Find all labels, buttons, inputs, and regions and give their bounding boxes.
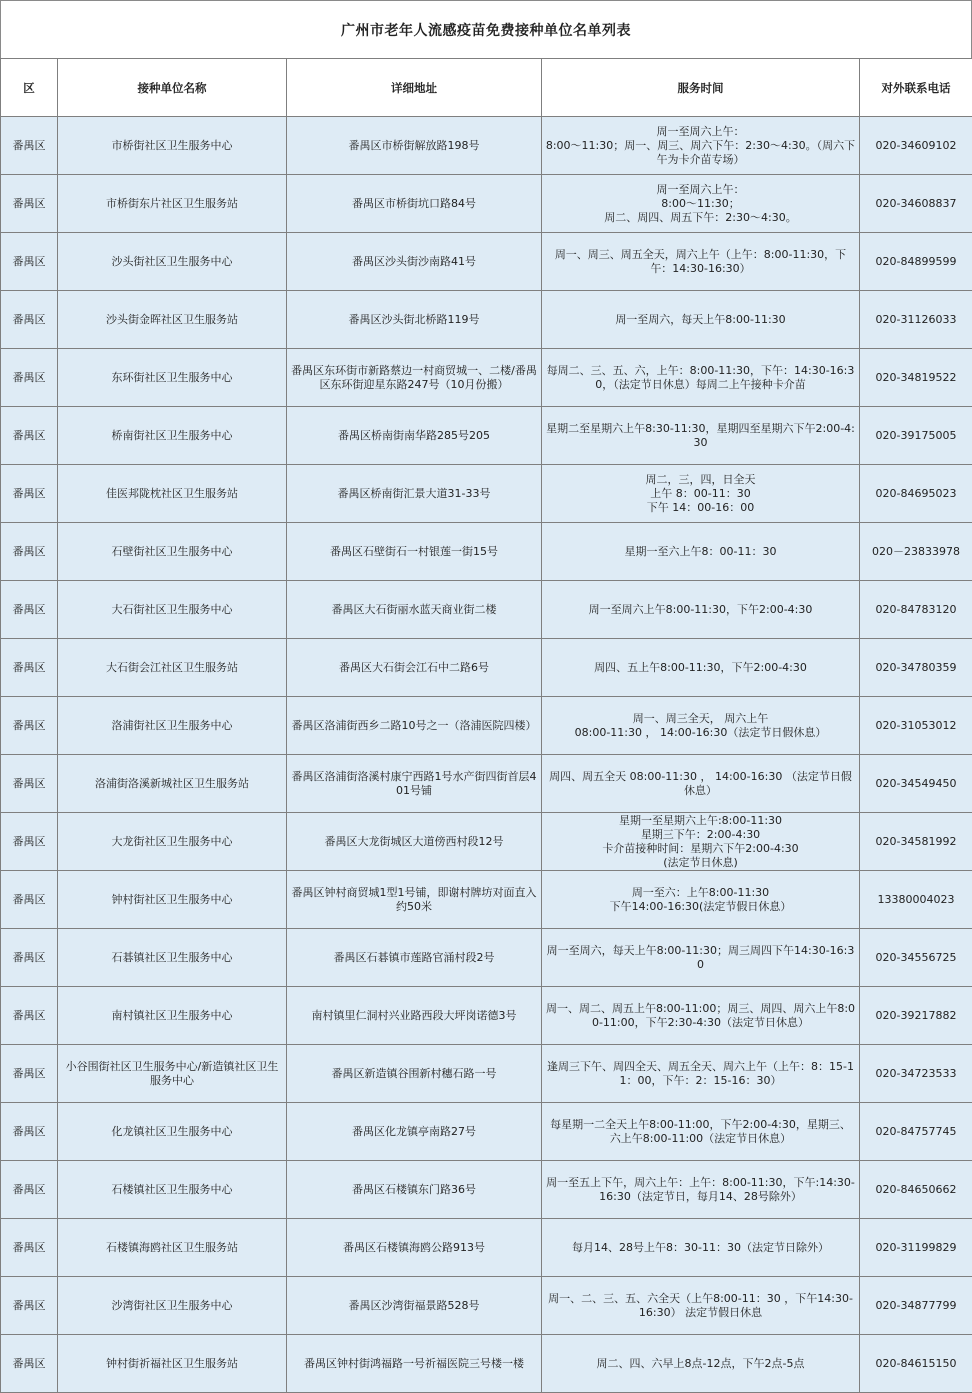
cell-service-hours: 周一、周三全天， 周六上午 08:00-11:30 ， 14:00-16:30（法定节日假休息） xyxy=(542,697,860,755)
cell-unit-name: 大石街会江社区卫生服务站 xyxy=(58,639,287,697)
cell-phone: 020-84615150 xyxy=(860,1335,972,1393)
cell-address: 番禺区新造镇谷围新村穗石路一号 xyxy=(287,1045,542,1103)
cell-service-hours: 周一、周二、周五上午8:00-11:00；周三、周四、周六上午8:00-11:00，下午2:30-4:30（法定节日休息） xyxy=(542,987,860,1045)
cell-service-hours: 每周二、三、五、六，上午：8:00-11:30，下午：14:30-16:30，（法定节日休息）每周二上午接种卡介苗 xyxy=(542,349,860,407)
table-row xyxy=(1,465,972,523)
cell-service-hours: 逢周三下午、周四全天、周五全天、周六上午（上午：8：15-11：00，下午：2：15-16：30） xyxy=(542,1045,860,1103)
cell-unit-name: 洛浦街社区卫生服务中心 xyxy=(58,697,287,755)
cell-phone: 020－23833978 xyxy=(860,523,972,581)
cell-unit-name: 沙头街金晖社区卫生服务站 xyxy=(58,291,287,349)
cell-district: 番禺区 xyxy=(1,813,58,871)
cell-phone: 020-39175005 xyxy=(860,407,972,465)
cell-address: 番禺区洛浦街西乡二路10号之一（洛浦医院四楼） xyxy=(287,697,542,755)
cell-address: 番禺区桥南街汇景大道31-33号 xyxy=(287,465,542,523)
cell-address: 番禺区沙湾街福景路528号 xyxy=(287,1277,542,1335)
cell-unit-name: 市桥街东片社区卫生服务站 xyxy=(58,175,287,233)
cell-service-hours: 周一至周六上午： 8:00～11:30； 周二、周四、周五下午：2:30～4:30。 xyxy=(542,175,860,233)
cell-address: 番禺区钟村街鸿福路一号祈福医院三号楼一楼 xyxy=(287,1335,542,1393)
cell-unit-name: 桥南街社区卫生服务中心 xyxy=(58,407,287,465)
cell-district: 番禺区 xyxy=(1,755,58,813)
cell-address: 番禺区化龙镇亭南路27号 xyxy=(287,1103,542,1161)
table-row xyxy=(1,581,972,639)
cell-address: 番禺区大龙街城区大道傍西村段12号 xyxy=(287,813,542,871)
table-row xyxy=(1,1219,972,1277)
cell-phone: 020-84783120 xyxy=(860,581,972,639)
table-row xyxy=(1,233,972,291)
cell-unit-name: 化龙镇社区卫生服务中心 xyxy=(58,1103,287,1161)
cell-address: 番禺区沙头街北桥路119号 xyxy=(287,291,542,349)
table-row xyxy=(1,523,972,581)
header-service-hours: 服务时间 xyxy=(542,59,860,117)
cell-district: 番禺区 xyxy=(1,117,58,175)
cell-district: 番禺区 xyxy=(1,349,58,407)
table-row xyxy=(1,697,972,755)
cell-address: 番禺区市桥街解放路198号 xyxy=(287,117,542,175)
cell-address: 番禺区钟村商贸城1型1号铺，即谢村牌坊对面直入约50米 xyxy=(287,871,542,929)
cell-district: 番禺区 xyxy=(1,523,58,581)
cell-district: 番禺区 xyxy=(1,639,58,697)
cell-address: 番禺区洛浦街洛溪村康宁西路1号水产街四街首层401号铺 xyxy=(287,755,542,813)
cell-service-hours: 周一至周六上午8:00-11:30，下午2:00-4:30 xyxy=(542,581,860,639)
table-body xyxy=(1,117,972,1393)
cell-service-hours: 每星期一二全天上午8:00-11:00，下午2:00-4:30，星期三、六上午8:00-11:00（法定节日休息） xyxy=(542,1103,860,1161)
vaccination-sites-table xyxy=(0,58,972,1393)
cell-district: 番禺区 xyxy=(1,1045,58,1103)
cell-service-hours: 星期二至星期六上午8:30-11:30，星期四至星期六下午2:00-4:30 xyxy=(542,407,860,465)
cell-district: 番禺区 xyxy=(1,407,58,465)
cell-phone: 020-34819522 xyxy=(860,349,972,407)
cell-phone: 020-84757745 xyxy=(860,1103,972,1161)
cell-district: 番禺区 xyxy=(1,233,58,291)
cell-unit-name: 石碁镇社区卫生服务中心 xyxy=(58,929,287,987)
cell-unit-name: 市桥街社区卫生服务中心 xyxy=(58,117,287,175)
cell-address: 南村镇里仁洞村兴业路西段大坪岗诺德3号 xyxy=(287,987,542,1045)
cell-address: 番禺区石楼镇海鸥公路913号 xyxy=(287,1219,542,1277)
cell-address: 番禺区市桥街坑口路84号 xyxy=(287,175,542,233)
table-row xyxy=(1,871,972,929)
cell-service-hours: 星期一至六上午8：00-11：30 xyxy=(542,523,860,581)
cell-address: 番禺区石楼镇东门路36号 xyxy=(287,1161,542,1219)
cell-service-hours: 周二、四、六早上8点-12点，下午2点-5点 xyxy=(542,1335,860,1393)
cell-service-hours: 周一、周三、周五全天，周六上午（上午：8:00-11:30，下午：14:30-16:30） xyxy=(542,233,860,291)
table-row xyxy=(1,117,972,175)
cell-service-hours: 周一、二、三、五、六全天（上午8:00-11：30 ，下午14:30-16:30） 法定节假日休息 xyxy=(542,1277,860,1335)
cell-district: 番禺区 xyxy=(1,581,58,639)
cell-district: 番禺区 xyxy=(1,697,58,755)
cell-address: 番禺区大石街丽水蓝天商业街二楼 xyxy=(287,581,542,639)
cell-phone: 020-34556725 xyxy=(860,929,972,987)
cell-service-hours: 周一至周六，每天上午8:00-11:30 xyxy=(542,291,860,349)
cell-service-hours: 周四、周五全天 08:00-11:30 ， 14:00-16:30 （法定节日假休息） xyxy=(542,755,860,813)
table-row xyxy=(1,1161,972,1219)
table-row xyxy=(1,813,972,871)
table-row xyxy=(1,1103,972,1161)
cell-district: 番禺区 xyxy=(1,175,58,233)
table-row xyxy=(1,1045,972,1103)
cell-unit-name: 小谷围街社区卫生服务中心/新造镇社区卫生服务中心 xyxy=(58,1045,287,1103)
cell-district: 番禺区 xyxy=(1,871,58,929)
table-row xyxy=(1,755,972,813)
cell-service-hours: 周一至六：上午8:00-11:30 下午14:00-16:30(法定节假日休息） xyxy=(542,871,860,929)
table-header-row xyxy=(1,59,972,117)
table-row xyxy=(1,1277,972,1335)
header-address: 详细地址 xyxy=(287,59,542,117)
cell-phone: 020-34608837 xyxy=(860,175,972,233)
cell-service-hours: 周一至周六上午： 8:00～11:30；周一、周三、周六下午：2:30～4:30。（周六下午为卡介苗专场） xyxy=(542,117,860,175)
cell-service-hours: 周四、五上午8:00-11:30，下午2:00-4:30 xyxy=(542,639,860,697)
cell-service-hours: 周一至五上下午，周六上午：上午：8:00-11:30，下午:14:30-16:30（法定节日，每月14、28号除外） xyxy=(542,1161,860,1219)
table-row xyxy=(1,349,972,407)
cell-address: 番禺区东环街市新路蔡边一村商贸城一、二楼/番禺区东环街迎星东路247号（10月份搬） xyxy=(287,349,542,407)
cell-phone: 020-84650662 xyxy=(860,1161,972,1219)
cell-phone: 13380004023 xyxy=(860,871,972,929)
cell-service-hours: 周二，三，四，日全天 上午 8：00-11：30 下午 14：00-16：00 xyxy=(542,465,860,523)
table-row xyxy=(1,407,972,465)
cell-unit-name: 东环街社区卫生服务中心 xyxy=(58,349,287,407)
cell-district: 番禺区 xyxy=(1,291,58,349)
cell-unit-name: 洛浦街洛溪新城社区卫生服务站 xyxy=(58,755,287,813)
cell-unit-name: 石楼镇海鸥社区卫生服务站 xyxy=(58,1219,287,1277)
table-row xyxy=(1,291,972,349)
cell-unit-name: 石楼镇社区卫生服务中心 xyxy=(58,1161,287,1219)
cell-address: 番禺区石碁镇市莲路官涌村段2号 xyxy=(287,929,542,987)
cell-address: 番禺区桥南街南华路285号205 xyxy=(287,407,542,465)
cell-service-hours: 周一至周六，每天上午8:00-11:30；周三周四下午14:30-16:30 xyxy=(542,929,860,987)
cell-phone: 020-84695023 xyxy=(860,465,972,523)
cell-phone: 020-84899599 xyxy=(860,233,972,291)
cell-district: 番禺区 xyxy=(1,465,58,523)
cell-unit-name: 钟村街社区卫生服务中心 xyxy=(58,871,287,929)
cell-phone: 020-34549450 xyxy=(860,755,972,813)
page-title: 广州市老年人流感疫苗免费接种单位名单列表 xyxy=(0,0,972,60)
cell-unit-name: 大石街社区卫生服务中心 xyxy=(58,581,287,639)
cell-phone: 020-31126033 xyxy=(860,291,972,349)
cell-phone: 020-34877799 xyxy=(860,1277,972,1335)
cell-district: 番禺区 xyxy=(1,1161,58,1219)
cell-unit-name: 钟村街祈福社区卫生服务站 xyxy=(58,1335,287,1393)
cell-phone: 020-34780359 xyxy=(860,639,972,697)
cell-service-hours: 每月14、28号上午8：30-11：30（法定节日除外） xyxy=(542,1219,860,1277)
cell-phone: 020-39217882 xyxy=(860,987,972,1045)
table-row xyxy=(1,639,972,697)
table-row xyxy=(1,987,972,1045)
cell-phone: 020-31053012 xyxy=(860,697,972,755)
cell-district: 番禺区 xyxy=(1,987,58,1045)
header-unit-name: 接种单位名称 xyxy=(58,59,287,117)
cell-service-hours: 星期一至星期六上午:8:00-11:30 星期三下午：2:00-4:30 卡介苗接种时间：星期六下午2:00-4:30 (法定节日休息) xyxy=(542,813,860,871)
cell-unit-name: 南村镇社区卫生服务中心 xyxy=(58,987,287,1045)
cell-address: 番禺区沙头街沙南路41号 xyxy=(287,233,542,291)
cell-address: 番禺区石壁街石一村银莲一街15号 xyxy=(287,523,542,581)
header-district: 区 xyxy=(1,59,58,117)
cell-address: 番禺区大石街会江石中二路6号 xyxy=(287,639,542,697)
table-row xyxy=(1,175,972,233)
header-phone: 对外联系电话 xyxy=(860,59,972,117)
cell-unit-name: 大龙街社区卫生服务中心 xyxy=(58,813,287,871)
cell-unit-name: 沙湾街社区卫生服务中心 xyxy=(58,1277,287,1335)
cell-district: 番禺区 xyxy=(1,1277,58,1335)
cell-district: 番禺区 xyxy=(1,929,58,987)
cell-unit-name: 佳医邦陇枕社区卫生服务站 xyxy=(58,465,287,523)
table-row xyxy=(1,929,972,987)
cell-district: 番禺区 xyxy=(1,1335,58,1393)
cell-unit-name: 沙头街社区卫生服务中心 xyxy=(58,233,287,291)
cell-district: 番禺区 xyxy=(1,1219,58,1277)
table-row xyxy=(1,1335,972,1393)
cell-district: 番禺区 xyxy=(1,1103,58,1161)
cell-phone: 020-34723533 xyxy=(860,1045,972,1103)
cell-unit-name: 石壁街社区卫生服务中心 xyxy=(58,523,287,581)
cell-phone: 020-34609102 xyxy=(860,117,972,175)
cell-phone: 020-31199829 xyxy=(860,1219,972,1277)
cell-phone: 020-34581992 xyxy=(860,813,972,871)
